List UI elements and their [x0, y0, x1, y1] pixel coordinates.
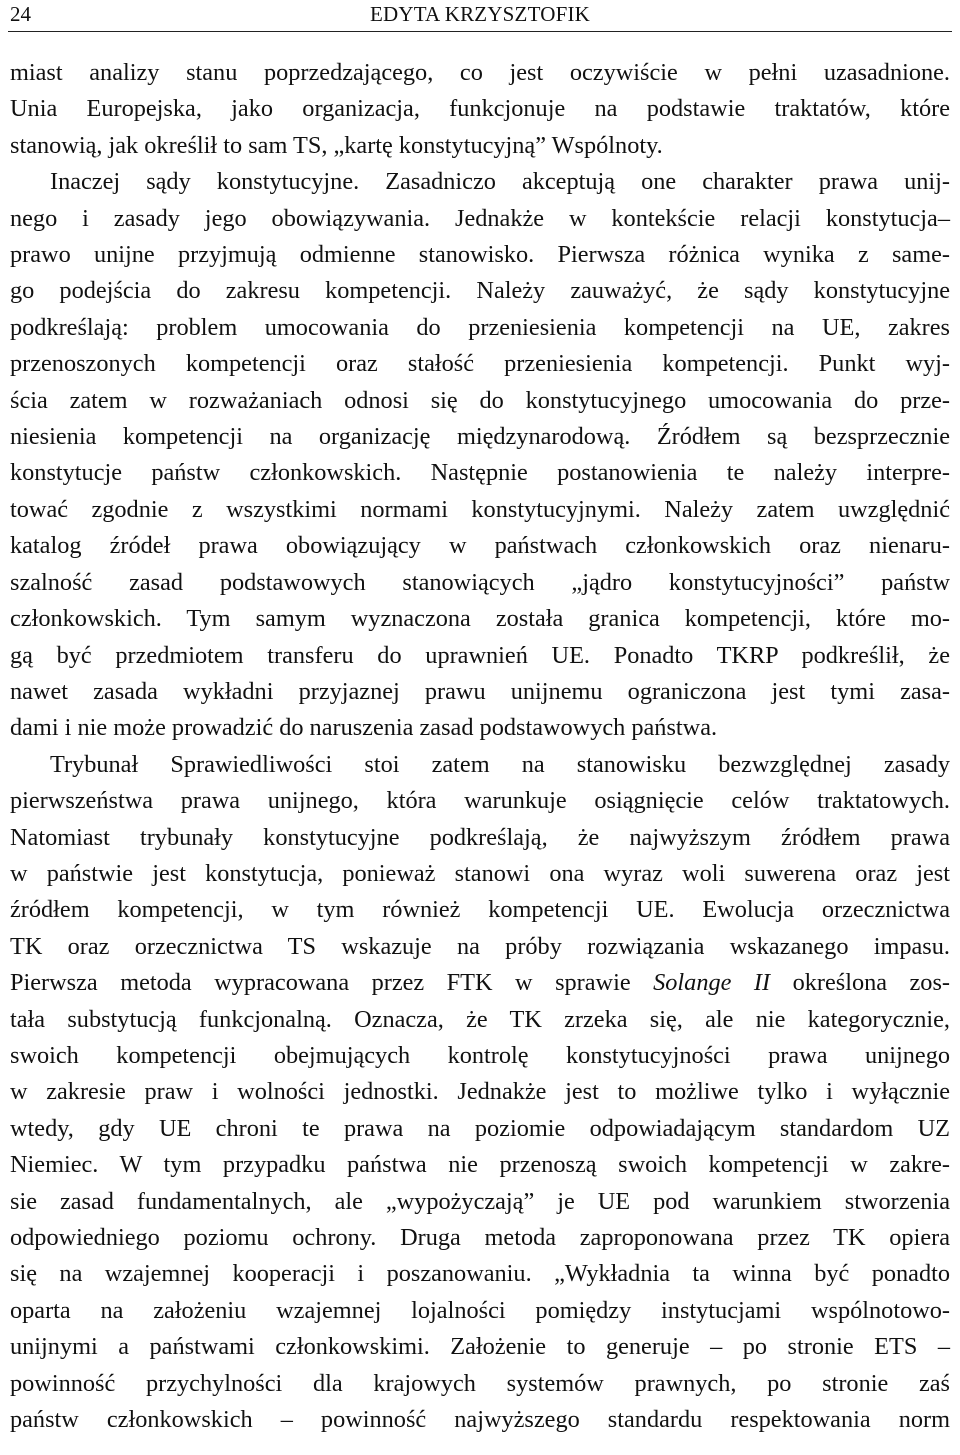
text-line: szalność zasad podstawowych stanowiących „jądro konstytucyjności” państw — [10, 568, 950, 596]
text-line: Niemiec. W tym przypadku państwa nie przenoszą swoich kompetencji w zakre- — [10, 1151, 950, 1179]
header-rule — [8, 31, 952, 32]
text-line: konstytucje państw członkowskich. Następnie postanowienia te należy interpre- — [10, 459, 950, 487]
text-line: unijnymi a państwami członkowskimi. Założenie to generuje – po stronie ETS – — [10, 1333, 950, 1361]
text-line: TK oraz orzecznictwa TS wskazuje na próby rozwiązania wskazanego impasu. — [10, 932, 950, 960]
paragraph-1 — [10, 55, 950, 164]
text-line: się na wzajemnej kooperacji i poszanowaniu. „Wykładnia ta winna być ponadto — [10, 1260, 950, 1288]
text-line: go podejścia do zakresu kompetencji. Należy zauważyć, że sądy konstytucyjne — [10, 277, 950, 305]
text-line: powinność przychylności dla krajowych systemów prawnych, po stronie zaś — [10, 1369, 950, 1397]
page-header — [0, 0, 960, 28]
text-line: Natomiast trybunały konstytucyjne podkreślają, że najwyższym źródłem prawa — [10, 823, 950, 851]
text-line: niesienia kompetencji na organizację międzynarodową. Źródłem są bezsprzecznie — [10, 423, 950, 451]
text-line — [10, 965, 950, 1001]
text-line: Unia Europejska, jako organizacja, funkcjonuje na podstawie traktatów, które — [10, 95, 950, 123]
text-line: przenoszonych kompetencji oraz stałość przeniesienia kompetencji. Punkt wyj- — [10, 350, 950, 378]
text-line: wtedy, gdy UE chroni te prawa na poziomie odpowiadającym standardom UZ — [10, 1114, 950, 1142]
text-line: nawet zasada wykładni przyjaznej prawu unijnemu ograniczona jest tymi zasa- — [10, 677, 950, 705]
case-name-italic: Solange II — [653, 969, 771, 997]
paragraph-3 — [10, 747, 950, 1439]
body-text — [10, 55, 950, 1438]
text-line: państw członkowskich – powinność najwyższego standardu respektowania norm — [10, 1406, 950, 1434]
text-line: swoich kompetencji obejmujących kontrolę konstytucyjności prawa unijnego — [10, 1041, 950, 1069]
text-line: podkreślają: problem umocowania do przeniesienia kompetencji na UE, zakres — [10, 313, 950, 341]
running-head: EDYTA KRZYSZTOFIK — [369, 2, 591, 26]
text-line: pierwszeństwa prawa unijnego, która warunkuje osiągnięcie celów traktatowych. — [10, 787, 950, 815]
text-line: w zakresie praw i wolności jednostki. Jednakże jest to możliwe tylko i wyłącznie — [10, 1078, 950, 1106]
text-line: Inaczej sądy konstytucyjne. Zasadniczo akceptują one charakter prawa unij- — [50, 168, 950, 196]
text-line: katalog źródeł prawa obowiązujący w państwach członkowskich oraz nienaru- — [10, 532, 950, 560]
text-line: miast analizy stanu poprzedzającego, co jest oczywiście w pełni uzasadnione. — [10, 59, 950, 86]
text-line: tować zgodnie z wszystkimi normami konstytucyjnymi. Należy zatem uwzględnić — [10, 495, 950, 523]
text-line: źródłem kompetencji, w tym również kompetencji UE. Ewolucja orzecznictwa — [10, 896, 950, 924]
paragraph-2 — [10, 164, 950, 747]
text-line: członkowskich. Tym samym wyznaczona została granica kompetencji, które mo- — [10, 605, 950, 633]
text-line: oparta na założeniu wzajemnej lojalności pomiędzy instytucjami wspólnotowo- — [10, 1296, 950, 1324]
text-line: tała substytucją funkcjonalną. Oznacza, że TK zrzeka się, ale nie kategorycznie, — [10, 1005, 950, 1033]
text-line: sie zasad fundamentalnych, ale „wypożyczają” je UE pod warunkiem stworzenia — [10, 1187, 950, 1215]
text-line: w państwie jest konstytucja, ponieważ stanowi ona wyraz woli suwerena oraz jest — [10, 859, 950, 887]
text-line: prawo unijne przyjmują odmienne stanowisko. Pierwsza różnica wynika z same- — [10, 241, 950, 269]
page-number: 24 — [10, 2, 31, 26]
text-line: dami i nie może prowadzić do naruszenia zasad podstawowych państwa. — [10, 714, 718, 742]
text-line: ścia zatem w rozważaniach odnosi się do konstytucyjnego umocowania do prze- — [10, 386, 950, 414]
text-segment: określona zos- — [792, 969, 950, 997]
text-line: nego i zasady jego obowiązywania. Jednakże w kontekście relacji konstytucja– — [10, 204, 950, 232]
text-segment: Pierwsza metoda wypracowana przez FTK w sprawie — [10, 969, 631, 997]
text-line: gą być przedmiotem transferu do uprawnień UE. Ponadto TKRP podkreślił, że — [10, 641, 950, 669]
text-line: Trybunał Sprawiedliwości stoi zatem na stanowisku bezwzględnej zasady — [50, 750, 950, 778]
text-line: stanowią, jak określił to sam TS, „kartę konstytucyjną” Wspólnoty. — [10, 131, 663, 159]
text-line: odpowiedniego poziomu ochrony. Druga metoda zaproponowana przez TK opiera — [10, 1224, 950, 1251]
